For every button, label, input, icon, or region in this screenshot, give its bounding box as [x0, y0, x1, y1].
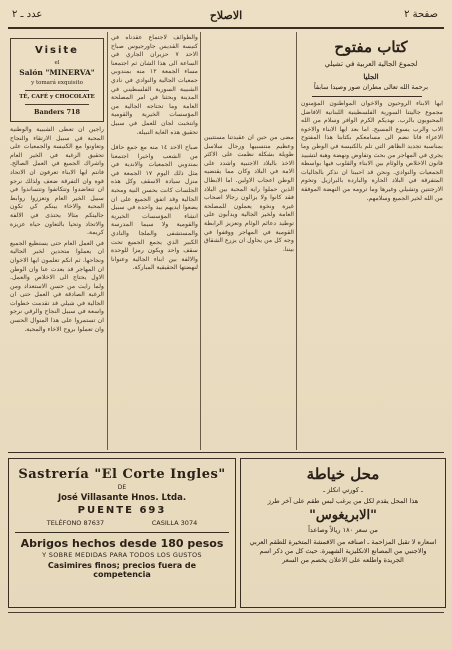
visite-ad [10, 38, 104, 122]
ad-casimires: Casimires finos; precios fuera de [47, 561, 197, 570]
column-rule [107, 32, 108, 450]
section-rule [8, 452, 444, 453]
ad-casilla: CASILLA 3074 [151, 519, 198, 527]
visite-salon: Salón "MINERVA" [19, 68, 95, 78]
ad-arabic-brand: "الابريغوس" [309, 508, 377, 523]
ad-arabic-line2: من سعر ١٨٠ ريالاً وصاعداً [308, 526, 378, 534]
corte-ingles-ad [8, 458, 236, 608]
header-rule [8, 27, 444, 29]
article-column-middle [204, 134, 294, 450]
article-paragraph: راجين ان تعطى الشبيبة والوطنية المحبة في سبيل الارتقاء والنجاح وتعاونوا مع الكنيسة والجمعيات على تحقيق الرغبة في الخير العام واشراك الجميع في العمل الصالح. فانتم ايها الابناء تعرفون ان الاتحاد قوة وان التفرقة ضعف ولذلك نرجو ان تتعاضدوا وتتكاتفوا وتتساندوا في سبيل الخير العام وتعززوا روابط المحبة والاخاء بينكم كي تكون جاليتكم مثالا يحتذى في الالفة والاتحاد وتحيا بالتعاون حياة عزيزة كريمة. [10, 126, 104, 237]
visite-el: el [54, 59, 60, 66]
visite-address: Banders 718 [33, 107, 81, 116]
article-recipient: الجليا [363, 72, 379, 81]
article-subtitle: لجموع الجالية العربية في تشيلي [324, 60, 418, 68]
newspaper-name: الاصلاح [209, 9, 243, 22]
bottom-rule [8, 612, 444, 613]
ad-competencia: competencia [93, 570, 151, 579]
ad-company: José Villasante Hnos. Ltda. [57, 493, 187, 503]
ad-arabic-owner: ـ كورتي انكلز ـ [323, 486, 363, 494]
ad-contacts [9, 519, 235, 527]
page-number: صفحة ٢ [404, 9, 438, 20]
article-author: برحمة الله تعالى مطران صور وصيدا سابقاً [313, 83, 429, 91]
visite-items: TÉ, CAFÉ y CHOCOLATE [19, 93, 95, 100]
article-paragraph: في العمل العام حتى يستطيع الجميع ان يعملوا متحدين لخير الجالية ونجاحها. ثم انكم تعلمون ايها الاخوان ان المهاجر قد بعدت عنا وان الوطن الاول يحتاج الى الاخلاص والعمل. ولما رايت من حسن الاستعداد ومن الرغبة الصادقة في العمل حتى ان الجالية في شيلي قد تقدمت خطوات واسعة في سبيل النجاح والرقي نرجو ان تستمروا على هذا المنوال الحسن وان تعملوا بروح الاخاء والمحبة. [10, 239, 104, 333]
article-paragraph: والطوائف لاجتماع عقدناه في كنيسة القديس جاورجيوس صباح الاحد ٧ حزيران الجاري في الساعة الى هذا الشان ثم اجتمعنا مساء الجمعة ١٢ منه بمندوبي جمعيات الجالية والنوادي في نادي الشبيبة السورية الفلسطيني في المدينة وبحثنا في امر المصلحة العامة وما تحتاجه الجالية من المؤسسات الخيرية والقومية وانتخبت لجان للعمل في سبيل تحقيق هذه الغاية النبيلة. [111, 34, 198, 136]
article-column-right [301, 100, 443, 450]
column-rule [296, 32, 297, 450]
article-paragraph: صباح الاحد ١٤ منه مع جمع حافل من الشعب واخيرا اجتمعنا بمندوبي الجمعيات والاندية في مثل ذلك اليوم ١٧ الجمعة في منزل سيادة الاسقف وكل هذه الجلسات كانت بحسن النية ومحبة الجالية وقد اتفق الجميع على ان يضعوا ايديهم بيد واحدة في سبيل انشاء المؤسسات الخيرية والقومية ولا سيما المدرسة والمستشفى والملجا والنادي الكبير الذي يجمع الجميع تحت سقف واحد ويكون رمزا للوحدة والالفة بين ابناء الجالية وعنوانا لنهضتها الحقيقية المباركة. [111, 144, 198, 272]
visite-divider [25, 90, 89, 91]
article-head-rule [312, 96, 422, 97]
ad-address: PUENTE 693 [77, 505, 167, 516]
visite-divider [25, 104, 89, 105]
visite-title: Visite [35, 45, 79, 56]
tailor-shop-ad [240, 458, 446, 608]
ad-divider [15, 532, 229, 533]
ad-medidas: Y SOBRE MEDIDAS PARA TODOS LOS GUSTOS [42, 551, 202, 559]
article-column-left-bottom [111, 144, 198, 450]
page-header [10, 6, 442, 26]
ad-shop-name: Sastrería "El Corte Ingles" [18, 467, 226, 482]
visite-desc: y tomará exquisito [31, 79, 83, 86]
ad-de: DE [117, 484, 127, 491]
ad-headline: Abrigos hechos desde 180 pesos [20, 537, 224, 550]
column-rule [200, 32, 201, 450]
issue-number: عدد ـ ٢ [12, 9, 43, 20]
article-title: كتاب مفتوح [334, 38, 408, 56]
article-paragraph: مضى من حين ان عقيدتنا مستتبين وعظيم منتسبيها ورجال سلاسل طويلة بشكلة نظمت على الاكثر الاخذ بالبلاد الاجنبية واشدد على الامة في البلاد وكان مما يقتضيه الوطن اعجاب الاولين. اما الابطال الذين حملوا راية المحبة بين البلاد فقد كانوا ولا يزالون رجالا اصحاب غيرة ونخوة يعملون للمصلحة العامة ولخير الجالية ويدأبون على توطيد دعائم الوئام وتعزيز الرابطة القومية في المهاجر ووقفوا في وجه كل من يحاول ان يزرع الشقاق بيننا. [204, 134, 294, 253]
ad-arabic-line1: هذا المحل يقدم لكل من يرغب لبس طقم على آخر طرز [267, 497, 419, 505]
ad-arabic-body: اسعاره لا تقبل المزاحمة ـ اصنافه من الاقمشة المتخيرة للطقم العربي والاجنبي من المصانع الانكليزية الشهيرة. حيث كل من ذكر اسم الجريدة واطلعه على الاعلان يخصم من السعر [249, 538, 437, 564]
article-column-left-top [111, 34, 198, 142]
ad-arabic-title: محل خياطة [306, 465, 380, 483]
article-column-far-left [10, 126, 104, 450]
ad-telephone: TELÉFONO 87637 [46, 519, 105, 527]
article-paragraph: ايها الابناء الروحيون والاخوان المواطنون المؤمنون مجموع جاليتنا السورية الفلسطينية اللبنانية الافاضل المحبوبون بالرب. نهديكم الكرم الوافر وسلام من الله الاب والرب يسوع المسيح. اما بعد ايها الابناء والاخوة الاعزاء فانا نضم الى مسامعكم بكتابنا هذا المفتوح بمناسبة تجديد الظاهر التي تلم بالكنيسة في الوطن وما يجري في المهاجر من بحث وتفاوض ونهضة وهبة لتشييد قانون الاخلاص والوئام بين الابناء والقلوب فيها بواسطة الجمعيات والنوادي. ونحن قد احببنا ان نذكر بالجاليات المتفرقة في البلاد الحارة والباردة بالبرازيل وتخوم الارجنتين وتشيلي وغيرها وما ترومه من النهضة الموفقة من الله لخير الجميع وسلامهم. [301, 100, 443, 202]
